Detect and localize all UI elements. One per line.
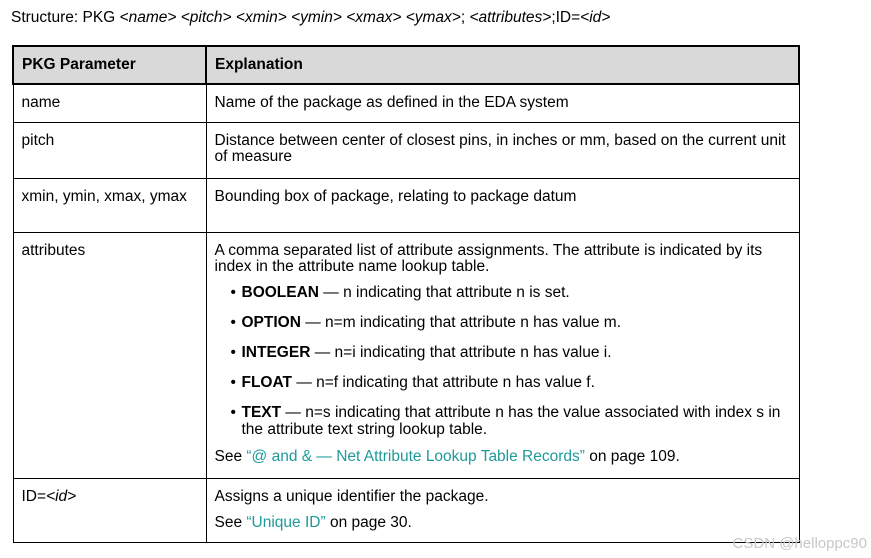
list-item — [230, 343, 791, 361]
bullet-text: — n indicating that attribute n is set. — [319, 283, 570, 301]
unique-id-link[interactable]: “Unique ID” — [246, 513, 326, 531]
param-pitch: <pitch> — [180, 9, 232, 26]
bullet-text: — n=f indicating that attribute n has value f. — [292, 373, 595, 391]
bullet-text: — n=s indicating that attribute n has the value associated with index s in the attribute text string lookup table. — [241, 403, 781, 438]
structure-prefix: Structure: PKG — [11, 9, 120, 26]
param-cell: xmin, ymin, xmax, ymax — [13, 178, 206, 232]
attributes-description: A comma separated list of attribute assignments. The attribute is indicated by its index in the attribute name lookup table. — [214, 241, 763, 275]
bullet-icon: • — [230, 313, 236, 331]
header-explanation: Explanation — [206, 46, 799, 84]
param-ymax: <ymax> — [405, 9, 461, 26]
see-suffix: on page 30. — [325, 513, 412, 531]
list-item — [230, 313, 791, 331]
param-cell: attributes — [13, 232, 206, 478]
explanation-cell: Distance between center of closest pins, in inches or mm, based on the current unit of measure — [206, 122, 799, 178]
explanation-cell: Name of the package as defined in the EDA system — [206, 84, 799, 122]
param-id: <id> — [580, 9, 611, 26]
table-row — [13, 232, 799, 478]
see-prefix: See — [214, 447, 247, 465]
bullet-text: — n=i indicating that attribute n has value i. — [310, 343, 612, 361]
bullet-term: TEXT — [241, 403, 282, 421]
net-attribute-lookup-link[interactable]: “@ and & — Net Attribute Lookup Table Records” — [246, 447, 585, 465]
bullet-icon: • — [230, 403, 236, 421]
watermark: CSDN @helloppc90 — [732, 535, 867, 552]
list-item — [230, 373, 791, 391]
param-cell — [13, 478, 206, 542]
id-description: Assigns a unique identifier the package. — [214, 487, 489, 505]
bullet-icon: • — [230, 283, 236, 301]
see-reference — [215, 515, 791, 531]
structure-line — [11, 9, 610, 27]
bullet-term: FLOAT — [241, 373, 293, 391]
attribute-type-list — [215, 284, 791, 438]
bullet-term: BOOLEAN — [241, 283, 319, 301]
explanation-cell — [206, 232, 799, 478]
table-row — [13, 122, 799, 178]
bullet-term: OPTION — [241, 313, 301, 331]
explanation-cell — [206, 478, 799, 542]
table-header-row — [13, 46, 799, 84]
id-param: <id> — [46, 487, 77, 505]
table-row — [13, 478, 799, 542]
param-cell: pitch — [13, 122, 206, 178]
param-xmin: <xmin> — [235, 9, 287, 26]
see-reference — [215, 449, 791, 465]
list-item — [230, 403, 791, 438]
id-prefix: ID= — [21, 487, 47, 505]
explanation-cell: Bounding box of package, relating to package datum — [206, 178, 799, 232]
table-row — [13, 84, 799, 122]
list-item — [230, 283, 791, 301]
table-row — [13, 178, 799, 232]
param-cell: name — [13, 84, 206, 122]
param-xmax: <xmax> — [346, 9, 402, 26]
bullet-term: INTEGER — [241, 343, 311, 361]
structure-sep: ; — [460, 9, 470, 26]
bullet-icon: • — [230, 343, 236, 361]
see-prefix: See — [214, 513, 247, 531]
param-attributes: <attributes> — [469, 9, 552, 26]
see-suffix: on page 109. — [584, 447, 680, 465]
bullet-text: — n=m indicating that attribute n has value m. — [300, 313, 621, 331]
pkg-parameter-table — [12, 45, 800, 543]
header-parameter: PKG Parameter — [13, 46, 206, 84]
param-name: <name> — [119, 9, 177, 26]
bullet-icon: • — [230, 373, 236, 391]
param-ymin: <ymin> — [291, 9, 342, 26]
structure-id-prefix: ;ID= — [551, 9, 581, 26]
